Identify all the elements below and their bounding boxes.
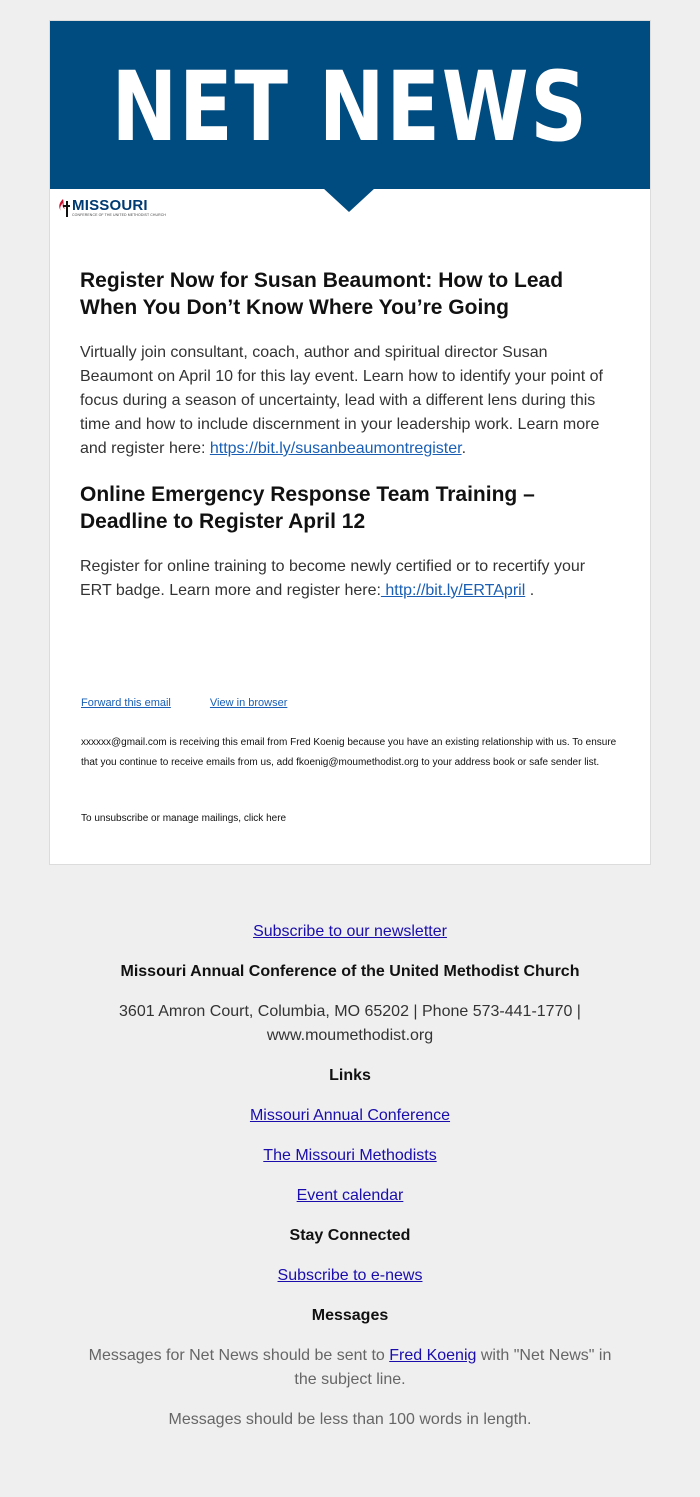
article-susan-beaumont	[80, 267, 620, 461]
article-text: Register for online training to become newly certified or to recertify your ERT badge. Learn more and register here:	[80, 558, 586, 599]
messages-text: Messages for Net News should be sent to	[88, 1347, 390, 1364]
forward-email-link[interactable]: Forward this email	[81, 697, 171, 709]
email-card	[49, 20, 651, 865]
article-punctuation: .	[525, 582, 535, 599]
net-news-banner	[50, 21, 650, 189]
article-heading: Register Now for Susan Beaumont: How to Lead When You Don’t Know Where You’re Going	[80, 269, 564, 319]
logo-subtitle: CONFERENCE OF THE UNITED METHODIST CHURCH	[72, 213, 167, 218]
article-heading: Online Emergency Response Team Training – Deadline to Register April 12	[80, 483, 535, 533]
banner-notch	[323, 188, 375, 212]
stay-connected-heading: Stay Connected	[289, 1227, 411, 1244]
missouri-conference-logo	[57, 197, 166, 219]
messages-instructions	[80, 1344, 620, 1392]
event-calendar-link[interactable]: Event calendar	[296, 1187, 404, 1204]
messages-length-note: Messages should be less than 100 words in length.	[168, 1411, 532, 1428]
email-actions	[81, 697, 323, 709]
recipient-notice: xxxxxx@gmail.com is receiving this email from Fred Koenig because you have an existing relationship with us. To ensure that you continue to receive emails from us, add fkoenig@moumethodist.org to your address book or safe sender list.	[81, 737, 617, 768]
logo-wordmark: MISSOURI	[72, 197, 148, 215]
view-in-browser-link[interactable]: View in browser	[209, 697, 288, 709]
article-body	[80, 555, 620, 603]
subscribe-newsletter-link[interactable]: Subscribe to our newsletter	[253, 923, 447, 940]
cross-and-flame-icon	[57, 198, 70, 218]
article-ert-training	[80, 481, 620, 603]
register-link[interactable]: http://bit.ly/ERTApril	[380, 582, 526, 599]
links-heading: Links	[329, 1067, 371, 1084]
unsubscribe-text[interactable]: To unsubscribe or manage mailings, click here	[81, 813, 287, 824]
register-link[interactable]: https://bit.ly/susanbeaumontregister	[209, 440, 462, 457]
banner-title: NET NEWS	[111, 51, 589, 163]
messages-text-end: with "Net News" in the subject line.	[294, 1347, 612, 1388]
fred-koenig-link[interactable]: Fred Koenig	[389, 1347, 477, 1364]
missouri-methodists-link[interactable]: The Missouri Methodists	[263, 1147, 437, 1164]
missouri-annual-conference-link[interactable]: Missouri Annual Conference	[249, 1107, 451, 1124]
org-name: Missouri Annual Conference of the United Methodist Church	[120, 963, 580, 980]
article-punctuation: .	[461, 440, 467, 457]
article-body	[80, 341, 620, 461]
article-text: Virtually join consultant, coach, author and spiritual director Susan Beaumont on April 10 for this lay event. Learn how to identify your point of focus during a season of uncertainty, lead with a different lens during this time and how to include discernment in your leadership work. Learn more and register here:	[80, 344, 603, 457]
site-footer	[80, 920, 620, 1448]
org-address: 3601 Amron Court, Columbia, MO 65202 | Phone 573-441-1770 | www.moumethodist.org	[119, 1003, 581, 1044]
subscribe-enews-link[interactable]: Subscribe to e-news	[277, 1267, 423, 1284]
messages-heading: Messages	[311, 1307, 389, 1324]
newsletter-content	[80, 267, 620, 603]
